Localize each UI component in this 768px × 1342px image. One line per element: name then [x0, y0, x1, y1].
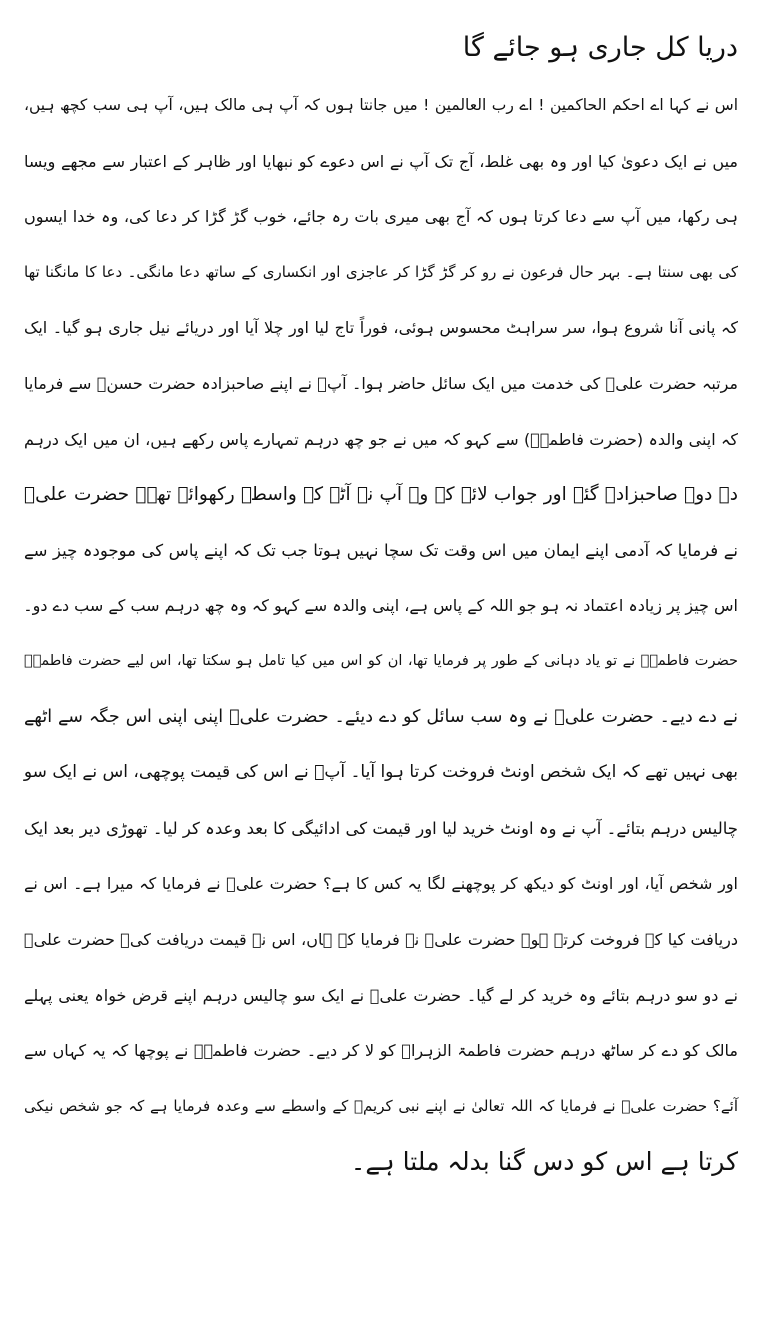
text-line: بھی نہیں تھے کہ ایک شخص اونٹ فروخت کرتا ہوا آیا۔ آپؓ نے اس کی قیمت پوچھی، اس نے ایک سو [23, 762, 738, 783]
text-line: نے فرمایا کہ آدمی اپنے ایمان میں اس وقت تک سچا نہیں ہوتا جب تک کہ اپنے پاس کی موجودہ چیز سے [24, 540, 738, 560]
text-line: میں نے ایک دعویٰ کیا اور وہ بھی غلط، آج تک آپ نے اس دعوے کو نبھایا اور ظاہر کے اعتبار سے مجھے ویسا [24, 151, 738, 171]
text-line: چالیس درہم بتائے۔ آپ نے وہ اونٹ خرید لیا اور قیمت کی ادائیگی کا بعد وعدہ کر لیا۔ تھوڑی دیر بعد ایک [24, 818, 738, 838]
text-line: دریافت کیا کہ فروخت کرتے ہو۔ حضرت علیؓ نے فرمایا کہ ہاں، اس نے قیمت دریافت کی۔ حضرت علیؓ [24, 929, 738, 949]
text-line: اور شخص آیا، اور اونٹ کو دیکھ کر پوچھنے لگا یہ کس کا ہے؟ حضرت علیؓ نے فرمایا کہ میرا ہے۔ اس نے [24, 874, 738, 894]
text-line: اس نے کہا اے احکم الحاکمین ! اے رب العالمین ! میں جانتا ہوں کہ آپ ہی مالک ہیں، آپ ہی سب کچھ ہیں، [24, 96, 738, 114]
text-line: نے دے دیے۔ حضرت علیؓ نے وہ سب سائل کو دے دیئے۔ حضرت علیؓ اپنی اپنی اس جگہ سے اٹھے [24, 706, 738, 727]
body-text [24, 78, 738, 1190]
text-line: حضرت فاطمہؓ نے تو یاد دہانی کے طور پر فرمایا تھا، ان کو اس میں کیا تامل ہو سکتا تھا، اس لیے حضرت فاطمہؓ [24, 652, 738, 669]
text-line: ہی رکھا، میں آپ سے دعا کرتا ہوں کہ آج بھی میری بات رہ جائے، خوب گڑ گڑا کر دعا کی، وہ خدا ایسوں [24, 207, 738, 227]
text-line: کہ اپنی والدہ (حضرت فاطمہؓ) سے کہو کہ میں نے جو چھ درہم تمہارے پاس رکھے ہیں، ان میں ایک درہم [24, 429, 738, 449]
text-line: کہ پانی آنا شروع ہوا، سر سراہٹ محسوس ہوئی، فوراً تاج لیا اور چلا آیا اور دریائے نیل جاری ہو گیا۔ ایک [24, 318, 738, 338]
text-line: آئے؟ حضرت علیؓ نے فرمایا کہ اللہ تعالیٰ نے اپنے نبی کریمؐ کے واسطے سے وعدہ فرمایا ہے کہ جو شخص نیکی [24, 1096, 738, 1115]
section-heading: دریا کل جاری ہو جائے گا [462, 32, 738, 63]
text-line-last: کرتا ہے اس کو دس گنا بدلہ ملتا ہے۔ [350, 1147, 738, 1177]
text-line: کی بھی سنتا ہے۔ بہر حال فرعون نے رو کر گڑ گڑا کر عاجزی اور انکساری کے ساتھ دعا مانگی۔ دعا کا مانگنا تھا [24, 262, 738, 281]
text-line: نے دو سو درہم بتائے وہ خرید کر لے گیا۔ حضرت علیؓ نے ایک سو چالیس درہم اپنے قرض خواہ یعنی پہلے [24, 985, 738, 1005]
text-line: مرتبہ حضرت علیؓ کی خدمت میں ایک سائل حاضر ہوا۔ آپؓ نے اپنے صاحبزادہ حضرت حسنؓ سے فرمایا [24, 373, 738, 393]
text-line: اس چیز پر زیادہ اعتماد نہ ہو جو اللہ کے پاس ہے، اپنی والدہ سے کہو کہ وہ چھ درہم سب کے سب دے دو۔ [23, 596, 738, 616]
text-line: دے دو۔ صاحبزادے گئے اور جواب لائے کہ وہ آپ نے آٹے کے واسطے رکھوائے تھے۔ حضرت علیؓ [24, 484, 738, 506]
text-line: مالک کو دے کر ساٹھ درہم حضرت فاطمۃ الزہراؓ کو لا کر دیے۔ حضرت فاطمہؓ نے پوچھا کہ یہ کہاں سے [24, 1041, 738, 1061]
